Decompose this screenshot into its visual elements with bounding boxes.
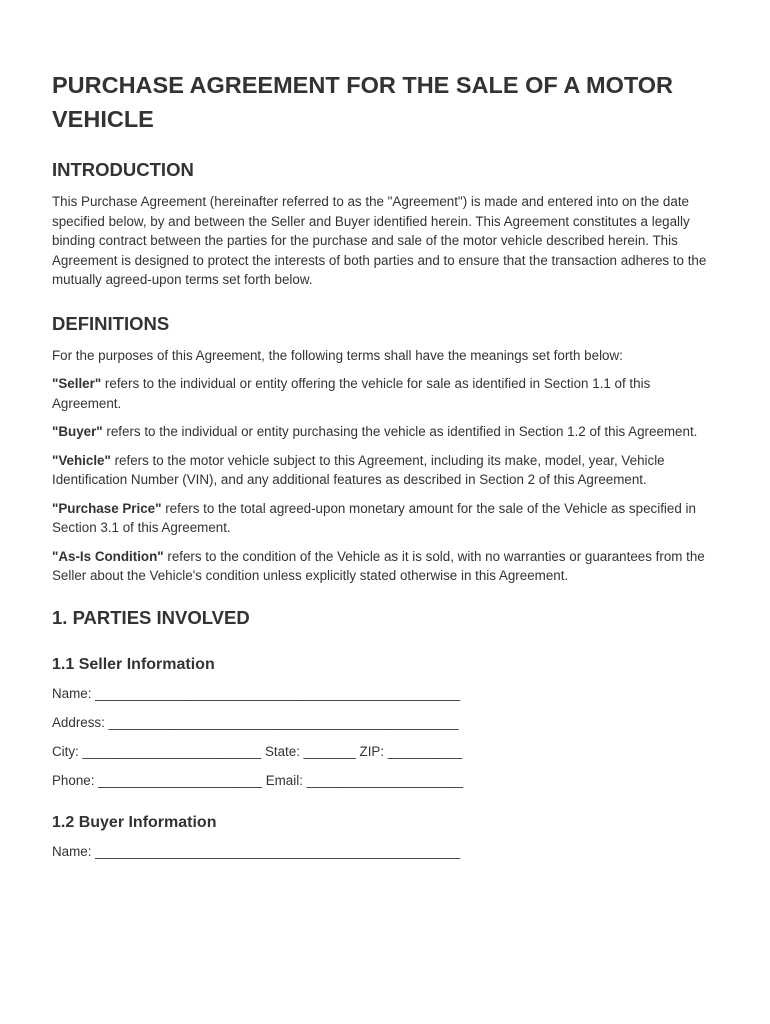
definition-term: "Buyer" [52,424,103,439]
introduction-heading: INTRODUCTION [52,159,194,180]
document-page [52,68,722,871]
definition-term: "As-Is Condition" [52,548,164,564]
definitions-heading: DEFINITIONS [52,312,170,334]
definition-term: "Seller" [52,376,102,391]
definition-text: refers to the total agreed-upon monetary amount for the sale of the Vehicle as specified in Section 3.1 of this Agreement. [52,500,696,535]
seller-name-field[interactable]: Name: _________________________________________________ [52,685,461,701]
parties-heading: 1. PARTIES INVOLVED [52,606,250,628]
definition-item-seller [52,374,722,413]
introduction-paragraph: This Purchase Agreement (hereinafter referred to as the "Agreement") is made and entered into on the date specified below, by and between the Seller and Buyer identified herein. This Agreement constitutes a legally binding contract between the parties for the purchase and sale of the motor vehicle described herein. This Agreement is designed to protect the interests of both parties and to ensure that the transaction adheres to the mutually agreed-upon terms set forth below. [52,194,707,287]
definition-term: "Vehicle" [52,452,111,468]
definitions-lead: For the purposes of this Agreement, the following terms shall have the meanings set forth below: [52,347,623,363]
definition-text: refers to the motor vehicle subject to this Agreement, including its make, model, year, Vehicle Identification Number (VIN), and any additional features as described in Section 2 of this Agreement. [52,452,665,487]
buyer-name-field[interactable]: Name: _________________________________________________ [52,844,461,859]
definition-item-vehicle [52,451,722,490]
definition-item-as-is-condition [52,547,722,586]
definition-text: refers to the condition of the Vehicle as it is sold, with no warranties or guarantees from the Seller about the Vehicle's condition unless explicitly stated otherwise in this Agreement. [52,548,705,583]
buyer-info-heading: 1.2 Buyer Information [52,814,217,831]
definition-text: refers to the individual or entity purchasing the vehicle as identified in Section 1.2 of this Agreement. [102,424,698,439]
definition-item-buyer [52,422,722,442]
definition-item-purchase-price [52,499,722,538]
seller-info-heading: 1.1 Seller Information [52,655,215,673]
definition-text: refers to the individual or entity offering the vehicle for sale as identified in Section 1.1 of this Agreement. [52,376,651,411]
definition-term: "Purchase Price" [52,500,162,516]
seller-address-field[interactable]: Address: _______________________________________________ [52,714,459,730]
seller-phone-email-field[interactable]: Phone: ______________________ Email: _____________________ [52,772,464,788]
seller-city-state-zip-field[interactable]: City: ________________________ State: _______ ZIP: __________ [52,743,463,759]
document-title: PURCHASE AGREEMENT FOR THE SALE OF A MOTOR VEHICLE [52,72,674,132]
